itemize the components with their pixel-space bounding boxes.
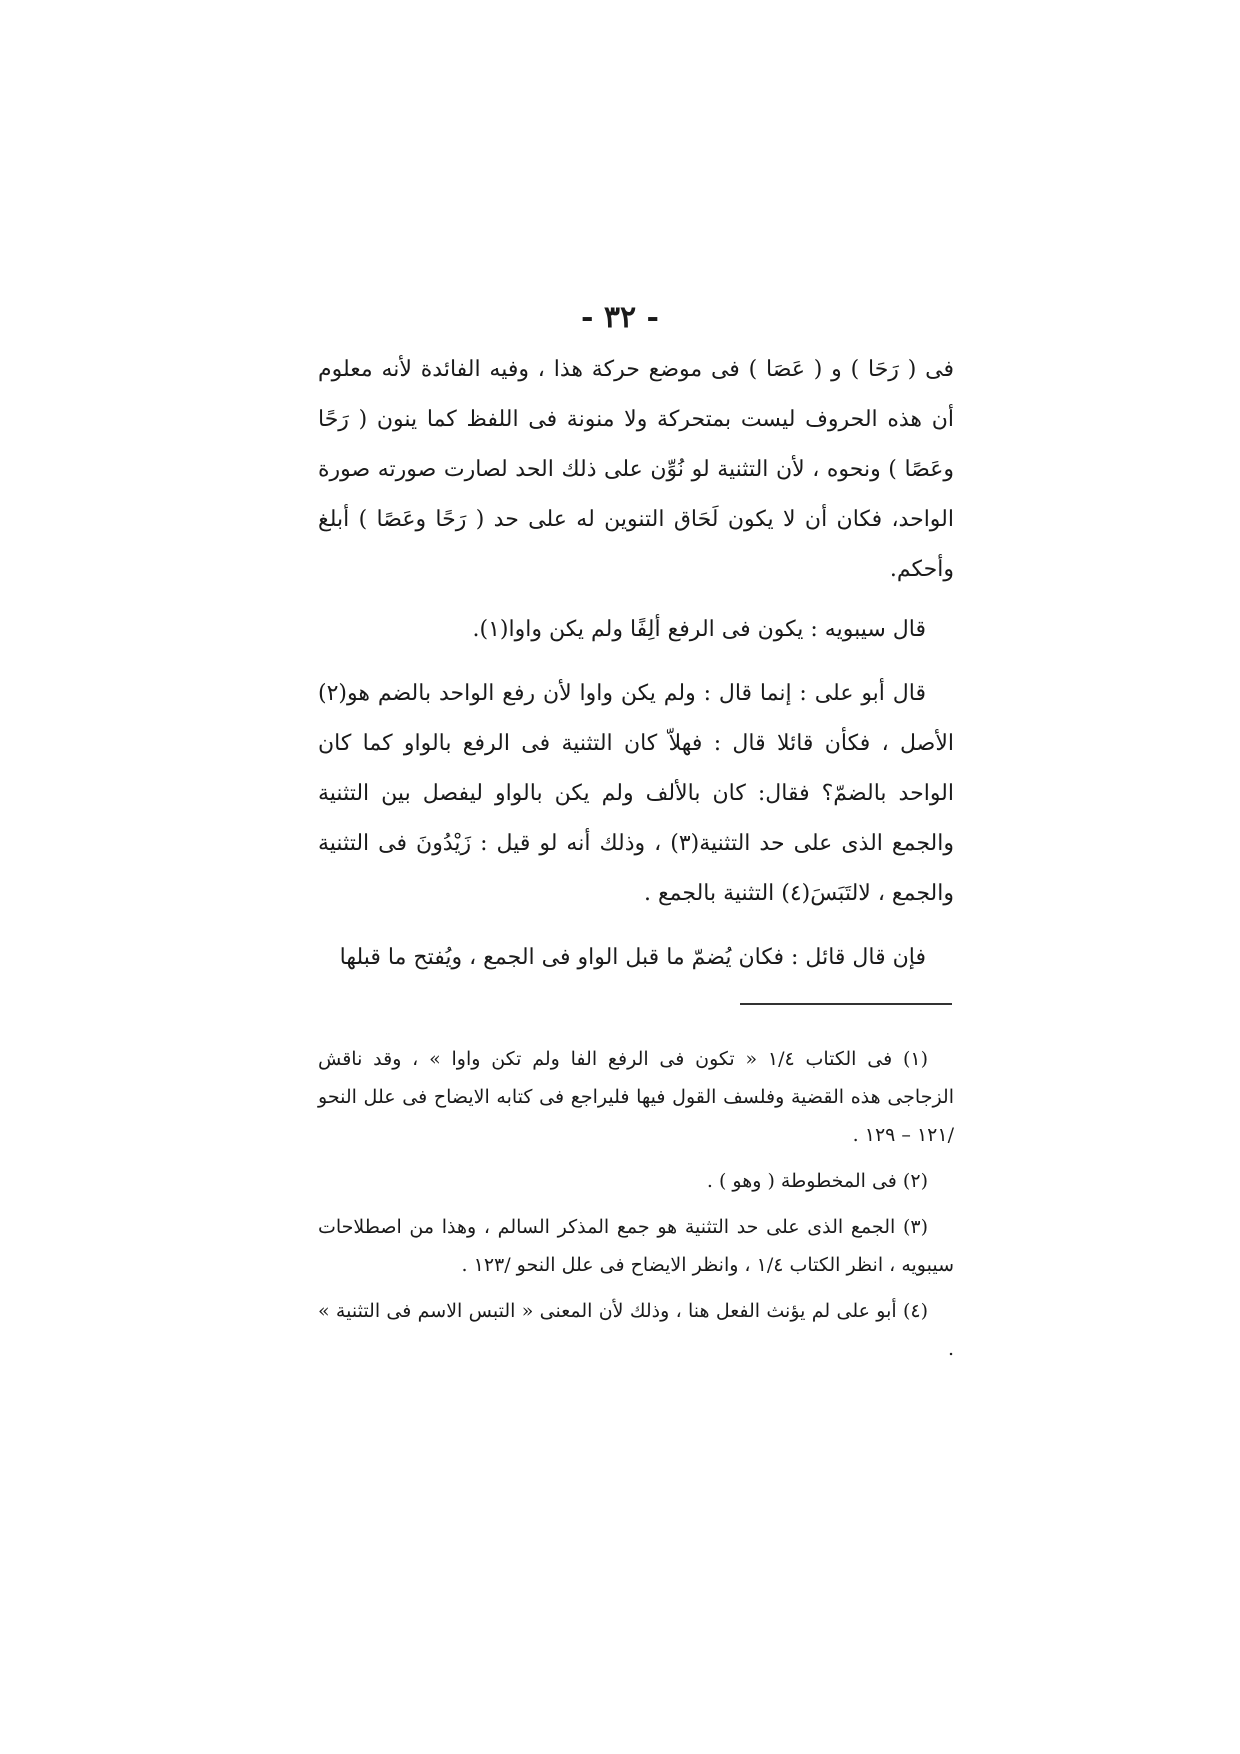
footnote-separator xyxy=(740,1003,952,1005)
paragraph: قال أبو على : إنما قال : ولم يكن واوا لأن رفع الواحد بالضم هو(٢) الأصل ، فكأن قائلا قال : فهلاّ كان التثنية فى الرفع بالواو كما كان الواحد بالضمّ؟ فقال: كان بالألف ولم يكن بالواو ليفصل بين التثنية والجمع الذى على حد التثنية(٣) ، وذلك أنه لو قيل : زَيْدُونَ فى التثنية والجمع ، لالتَبَسَ(٤) التثنية بالجمع . xyxy=(318,681,954,906)
main-text xyxy=(318,345,954,983)
paragraph: فى ( رَحَا ) و ( عَصَا ) فى موضع حركة هذا ، وفيه الفائدة لأنه معلوم أن هذه الحروف ليست بمتحركة ولا منونة فى اللفظ كما ينون ( رَحًا وعَصًا ) ونحوه ، لأن التثنية لو نُوِّن على ذلك الحد لصارت صورته صورة الواحد، فكان أن لا يكون لَحَاق التنوين له على حد ( رَحًا وعَصًا ) أبلغ وأحكم. xyxy=(318,357,954,582)
footnote: (١) فى الكتاب ١/٤ « تكون فى الرفع الفا ولم تكن واوا » ، وقد ناقش الزجاجى هذه القضية وفلسف القول فيها فليراجع فى كتابه الايضاح فى علل النحو /١٢١ – ١٢٩ . xyxy=(318,1048,954,1146)
quotation-paragraph: قال سيبويه : يكون فى الرفع ألِفًا ولم يكن واوا(١). xyxy=(472,617,926,642)
page-number: - ٣٢ - xyxy=(580,300,660,335)
paragraph: فإن قال قائل : فكان يُضمّ ما قبل الواو فى الجمع ، ويُفتح ما قبلها xyxy=(339,945,926,970)
footnotes xyxy=(318,1040,954,1376)
footnote: (٢) فى المخطوطة ( وهو ) . xyxy=(706,1170,928,1192)
footnote: (٣) الجمع الذى على حد التثنية هو جمع المذكر السالم ، وهذا من اصطلاحات سيبويه ، انظر الكتاب ١/٤ ، وانظر الايضاح فى علل النحو /١٢٣ . xyxy=(318,1216,954,1276)
footnote: (٤) أبو على لم يؤنث الفعل هنا ، وذلك لأن المعنى « التبس الاسم فى التثنية » . xyxy=(318,1300,954,1360)
